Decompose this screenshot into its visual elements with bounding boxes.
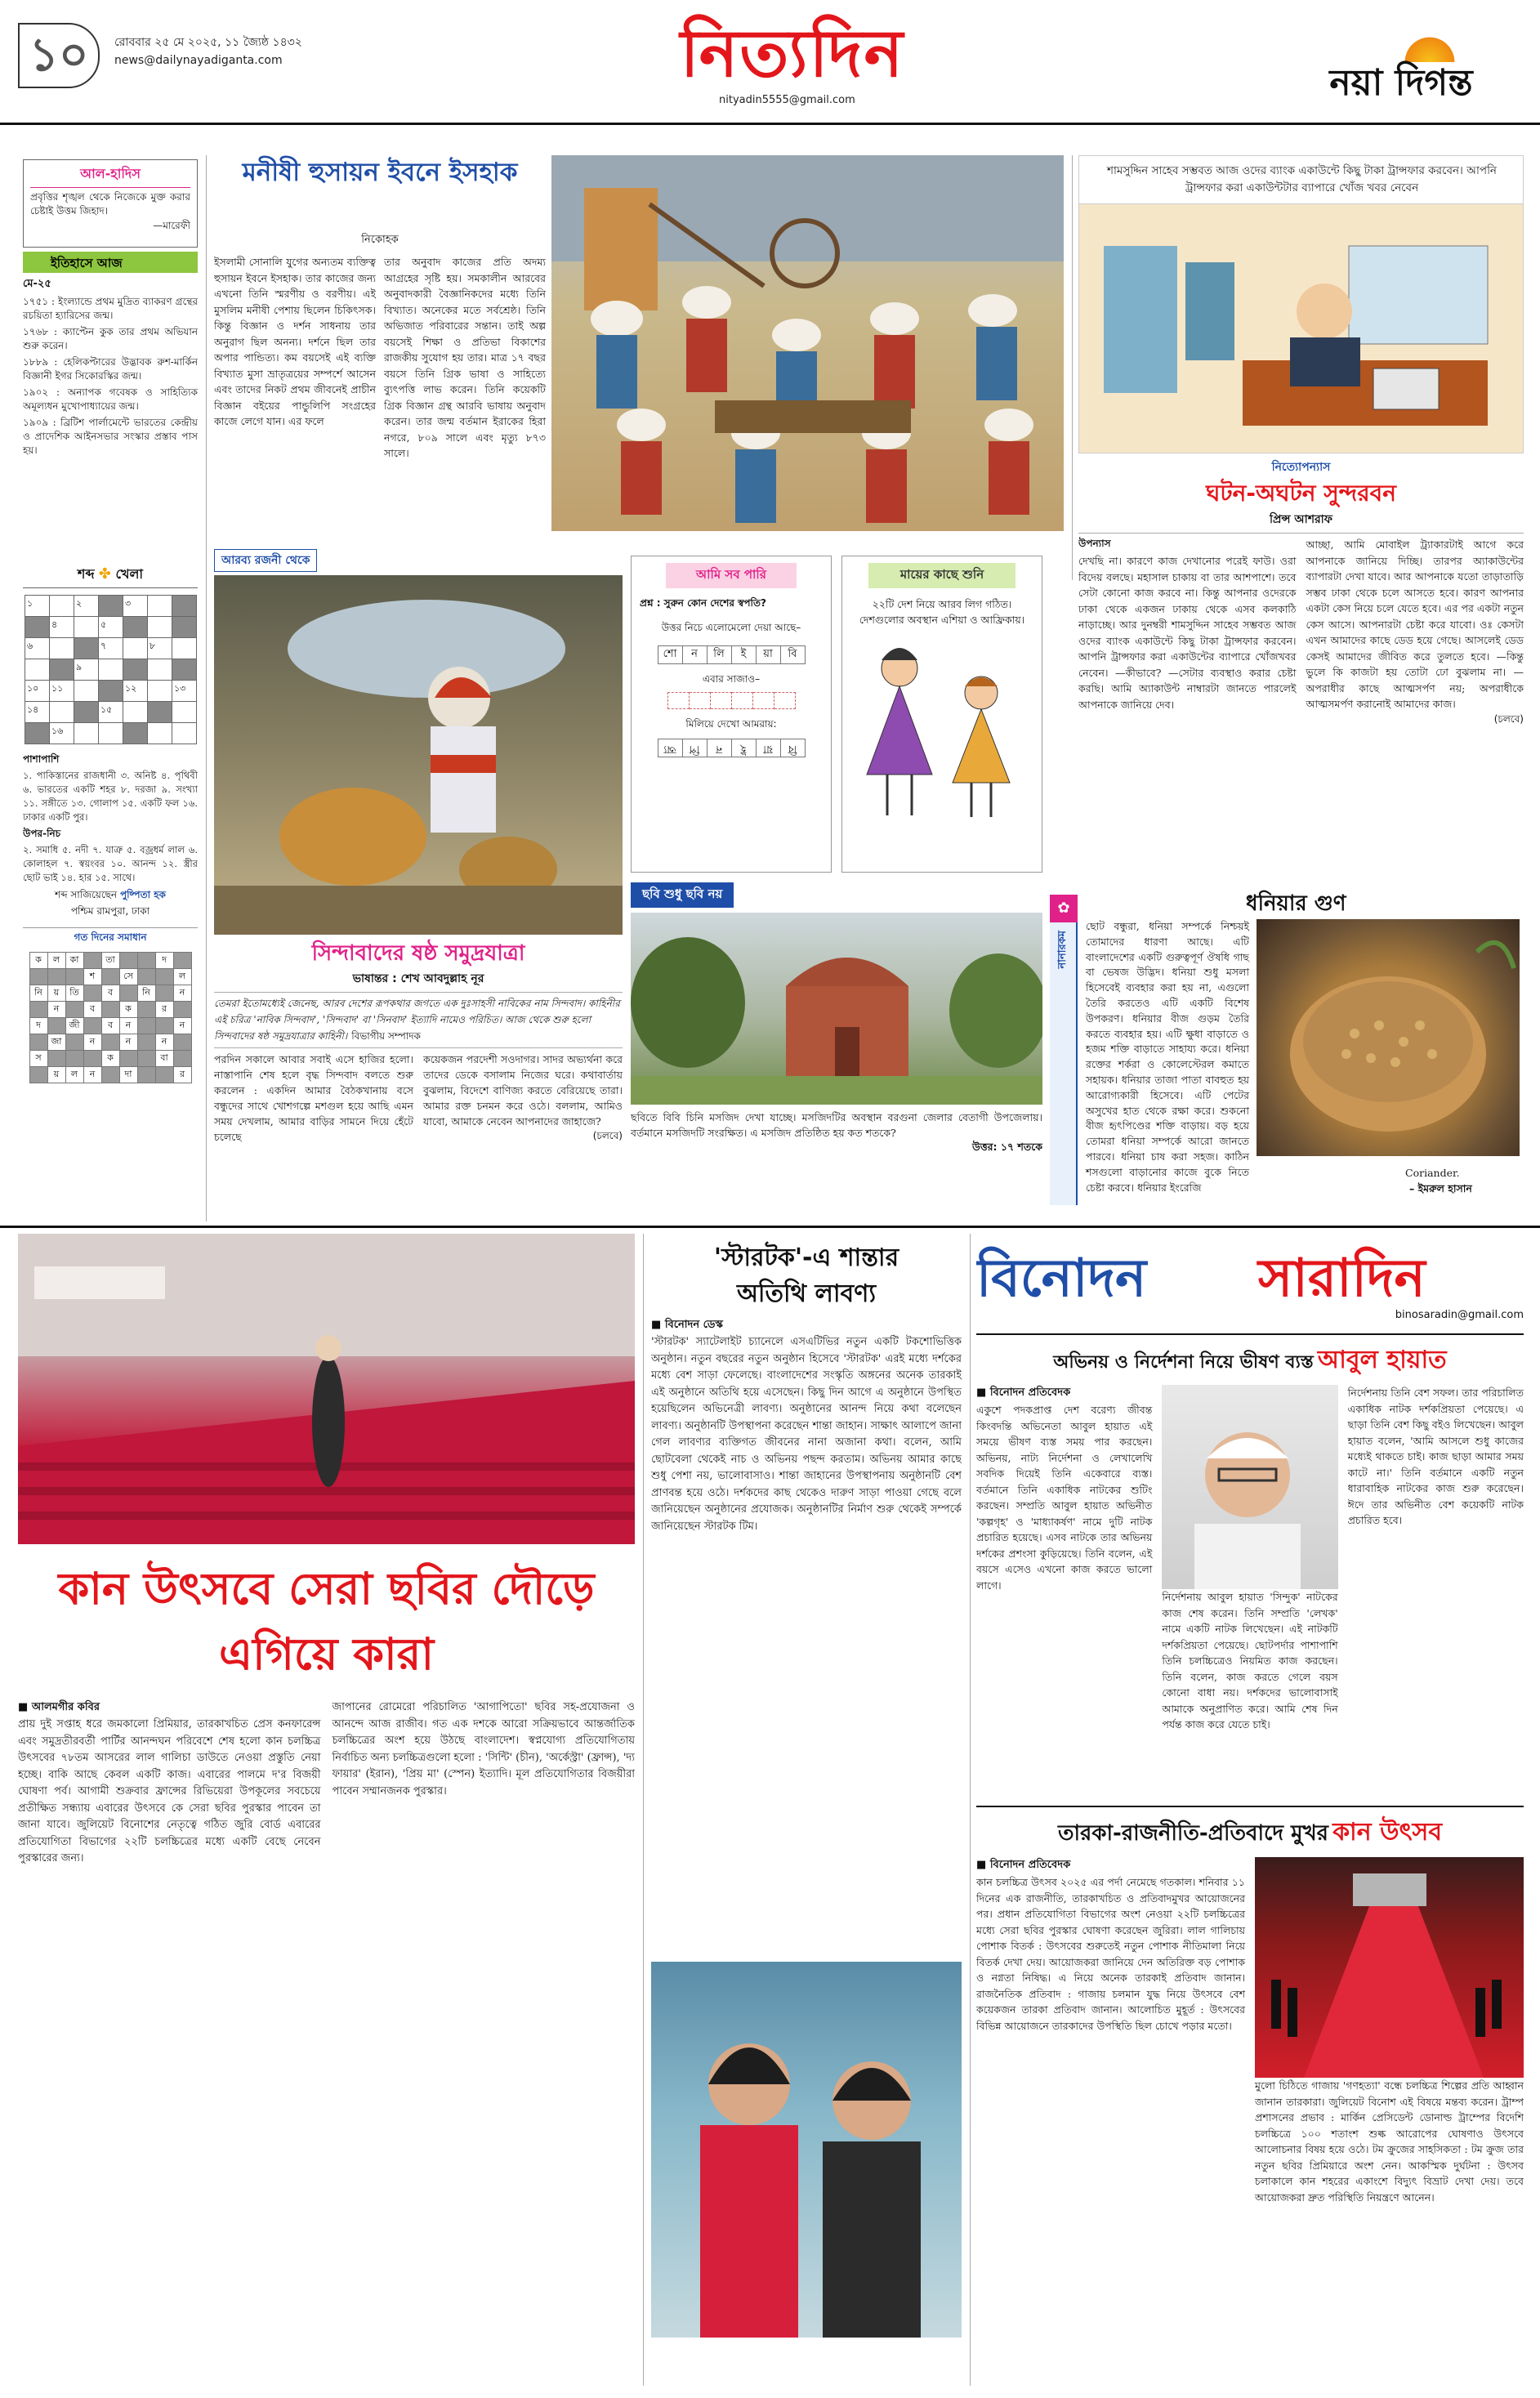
cw-cell[interactable]: ১	[25, 596, 50, 617]
startok-article	[651, 1234, 962, 2386]
cannes-headline: কান উৎসবে সেরা ছবির দৌড়ে এগিয়ে কারা	[58, 1563, 595, 1680]
moniishi-title: মনীষী হুসায়ন ইবনে ইসহাক	[242, 158, 518, 187]
cw-cell[interactable]	[74, 681, 99, 702]
history-item: ১৯০২ : অন্যাপক গবেষক ও সাহিত্যিক অমূল্যধন মুখোপাধ্যায়ের জন্ম।	[23, 386, 198, 412]
answer-cell: পি	[682, 739, 707, 757]
arrange-cell[interactable]	[710, 693, 731, 709]
setter-label: শব্দ সাজিয়েছেন	[55, 889, 118, 900]
solution-cell: ন	[173, 1018, 191, 1034]
solution-block	[119, 953, 137, 969]
hadith-title: আল-হাদিস	[30, 163, 190, 188]
binodon-logo1: বিনোদন	[976, 1248, 1147, 1309]
startok-photo-art	[651, 1962, 962, 2338]
arabian-label: আরব্য রজনী থেকে	[214, 549, 317, 572]
arabian-article	[214, 549, 623, 1219]
binodon-email[interactable]: binosaradin@gmail.com	[1395, 1309, 1524, 1321]
solution-cell: য়	[47, 985, 65, 1002]
solution-block	[155, 1018, 173, 1034]
kan-utsob-head1: তারকা-রাজনীতি-প্রতিবাদে মুখর	[1057, 1821, 1328, 1846]
ami-sob-title: আমি সব পারি	[666, 563, 797, 588]
solution-cell: ক	[119, 1002, 137, 1018]
history-date: মে-২৫	[23, 278, 51, 290]
dhoniya-text: ছোট বন্ধুরা, ধনিয়া সম্পর্কে নিশ্চয়ই তোমাদের ধারণা আছে। এটি বাংলাদেশের একটি গুরুত্বপূর্ণ ঔষধি গাছ বা ভেষজ উদ্ভিদ। ধনিয়া শুধু মসলা হিসেবেই ব্যবহার করা হয় না, এগুলো তৈরি করতেও এটি একটি বিশেষ উপকরণ। ধনিয়ার বীজ গুড়ম তৈরি করতে ব্যবহার হয়। এটি ক্ষুধা বাড়াতে ও হজম শক্তি বাড়াতে সাহায্য করে। ধনিয়া রক্তের শর্করা ও কোলেস্টেরল কমাতে সহায়ক। ধনিয়ার তাজা পাতা বাবহুত হয় আরোগ্যকারী হিসেবে। এটি পেটের অসুখের হাত থেকে রক্ষা করে। শুকনো বীজ হৃৎপিণ্ডের শক্তি বাড়ায়। বড় হয়ে তোমরা ধনিয়া সম্পর্কে আরো জানতে পারবে। ধনিয়া চাষ করা সহজ। কাঠিন শসগুলো বাড়ানোর কাজে বুকে নিতে চেষ্টা করবে। ধনিয়ার ইংরেজি	[1086, 920, 1249, 1194]
cw-cell[interactable]: ৯	[74, 659, 99, 681]
history-box	[23, 252, 198, 556]
arabian-col2: কয়েকজন পরদেশী সওদাগর। সাদর অভ্যর্থনা করে তাদের ডেকে বসালাম নিজের ঘরে। কথাবার্তায় বুঝলাম, বিদেশে বাণিজ্য করতে বেরিয়েছে তারা। আমার রক্ত চনমন করে ওঠে। বললাম, আমিও যাবো, আমাকে নেবেন আপনাদের জাহাজে?	[423, 1053, 623, 1128]
history-item: ১৮৮৯ : হেলিকপ্টারের উদ্ভাবক রুশ-মার্কিন বিজ্ঞানী ইগর সিকোরস্কির জন্ম।	[23, 356, 198, 382]
chobi-title: ছবি শুধু ছবি নয়	[631, 882, 734, 908]
solution-cell: ব	[101, 1018, 119, 1034]
cw-block	[99, 596, 123, 617]
cw-block	[74, 638, 99, 659]
cw-block	[25, 723, 50, 744]
history-item: ১৭৬৮ : ক্যাপ্টেন কুক তার প্রথম অভিযান শুরু করেন।	[23, 326, 198, 351]
uponnash-title: ঘটন-অঘটন সুন্দরবন	[1206, 480, 1396, 507]
answer-cell: বি	[780, 739, 805, 757]
cw-block	[123, 723, 148, 744]
solution-row	[29, 1002, 191, 1018]
cw-cell[interactable]	[99, 659, 123, 681]
jumble-row	[658, 645, 806, 664]
solution-cell: ক	[101, 1051, 119, 1067]
solution-cell: ব	[101, 985, 119, 1002]
cw-block	[123, 617, 148, 638]
jumble-cell: লি	[707, 646, 731, 664]
solution-cell: ন	[83, 1034, 101, 1051]
arabian-intro-sign: বিভাগীয় সম্পাদক	[351, 1030, 421, 1042]
cw-cell[interactable]: ৭	[99, 638, 123, 659]
solution-block	[83, 1018, 101, 1034]
binodon-logo2: সারাদিন	[1258, 1248, 1426, 1309]
startok-title1: 'স্টারটক'-এ শান্তার	[713, 1244, 899, 1272]
paper-logo	[1279, 33, 1524, 106]
arabian-continued: (চলবে)	[592, 1130, 623, 1141]
solution-cell: দ	[29, 1018, 47, 1034]
solution-cell: তি	[65, 985, 83, 1002]
ami-sob-box	[631, 556, 832, 873]
solution-block	[83, 1051, 101, 1067]
cw-cell[interactable]: ৬	[25, 638, 50, 659]
solution-cell: র	[155, 1002, 173, 1018]
solution-block	[137, 1051, 155, 1067]
abul-col3: নির্দেশনায় তিনি বেশ সফল। তার পরিচালিত একাধিক নাটক দর্শকপ্রিয়তা পেয়েছে। এ ছাড়া তিনি বেশ কিছু বইও লিখেছেন। আবুল হায়াত বলেন, 'আমি আসলে শুধু কাজের মধ্যেই থাকতে চাই। কাজ ছাড়া আমার সময় কাটে না।' তিনি বর্তমানে একটি নতুন ধারাবাহিক নাটকের কাজ শুরু করেছেন। ঈদে তার অভিনীত বেশ কয়েকটি নাটক প্রচারিত হবে।	[1347, 1387, 1524, 1526]
kan-utsob-byline-text: বিনোদন প্রতিবেদক	[989, 1859, 1071, 1871]
cw-cell[interactable]	[148, 617, 172, 638]
page-number-text: ১০	[29, 29, 89, 82]
hadith-source: —মারেফী	[153, 220, 190, 231]
clues-down: ২. সমাধি ৫. নদী ৭. যাত্রু ৫. বজ্রধর্ম লাল ৬. কোলাহল ৭. স্বয়ংবর ১০. আনন্দ ১২. স্ত্রীর ছোট ভাই ১৪. হার ১৫. সাথে।	[23, 844, 198, 883]
cw-cell[interactable]	[74, 723, 99, 744]
cw-cell[interactable]: ৩	[123, 596, 148, 617]
binodon-banner	[976, 1234, 1524, 1332]
abul-byline	[976, 1385, 1152, 1402]
cw-block	[99, 681, 123, 702]
solution-row	[29, 953, 191, 969]
history-item: ১৭৫১ : ইংল্যান্ডে প্রথম মুদ্রিত ব্যাকরণ গ্রন্থের রচয়িতা হ্যারিসের জন্ম।	[23, 296, 198, 321]
dhoniya-author: – ইমরুল হাসান	[1409, 1182, 1472, 1195]
cw-cell[interactable]	[172, 702, 197, 723]
startok-photo	[651, 1962, 962, 2338]
dhoniya-box	[1050, 886, 1524, 1217]
solution-block	[101, 1067, 119, 1083]
kan-utsob-head2: কান উৎসব	[1332, 1818, 1443, 1847]
cw-block	[172, 659, 197, 681]
dateline: রোববার ২৫ মে ২০২৫, ১১ জ্যৈষ্ঠ ১৪৩২	[114, 36, 302, 49]
solution-cell: স	[29, 1051, 47, 1067]
cannes-col1: প্রায় দুই সপ্তাহ ধরে জমকালো প্রিমিয়ার, তারকাখচিত প্রেস কনফারেন্স এবং সমুদ্রতীরবর্তী পার্টির আনন্দঘন পরিবেশে শেষ হলো কান চলচ্চিত্র উৎসবের ৭৮তম আসরের লাল গালিচা ডাউতে নেওয়া প্রস্তুতি নেয়া হচ্ছে। বাকি আছে কেবল একটি কাজ। এবারের পালমে দ'র বিজয়ী ঘোষণা পর্ব। আগামী শুক্রবার ফ্রান্সের রিভিয়েরা উপকূলের সবচেয়ে প্রতীক্ষিত সন্ধ্যায় এবারের উৎসবে কে সেরা ছবির পুরস্কার পাবেন তা জানা যাবে। জুলিয়েট বিনোশের নেতৃত্বে গঠিত জুরি বোর্ড এবারের প্রতিযোগিতা বিভাগের ২২টি চলচ্চিত্রের মধ্যে একটি বেছে নেবেন পুরস্কারের জন্য।	[18, 1718, 321, 1864]
arrange-cell[interactable]	[731, 693, 752, 709]
children-drawing	[842, 636, 1042, 832]
startok-title2: অতিথি লাবণ্য	[736, 1279, 877, 1308]
crossword-title2: খেলা	[115, 566, 144, 582]
solution-row	[29, 985, 191, 1002]
jumble-cell: ন	[682, 646, 707, 664]
uponnash-col1: দেখছি না। কারণে কাজ দেখানোর পরেই ফাউ। ওরা বিদেয় বলছে। মহাসাল চাকায় বা তার আশপাশে। তবে সেটা কোনো কাজ করবে না। কিন্তু আপনার ওদেরকে ঢাকা থেকে একজন ঢাকায় থেকে এসব কলকাঠি নাড়াচ্ছে। আর দুনম্বরী শামসুদ্দিন সাহেব সম্ভবত আজ ওদের ব্যাংক একাউন্টে কিছু টাকা ট্রান্সফার করবেন। আপনি ট্রান্সফার করা একাউন্টের ব্যাপারে খোঁজখবর নেবেন। —কীভাবে? —সেটার ব্যবস্থাও করার চেষ্টা করছি। আমি অ্যাকাউন্ট নাম্বারটা জানতে পারলেই আপনাকে জানিয়ে দেব।	[1078, 555, 1297, 711]
cw-block	[148, 702, 172, 723]
dhoniya-latin: Coriander.	[1405, 1167, 1460, 1179]
solution-block	[155, 985, 173, 1002]
solution-cell: ল	[65, 1067, 83, 1083]
hadith-box	[23, 159, 198, 248]
cannes-photo-art	[18, 1234, 635, 1544]
coriander-photo-art	[1257, 919, 1520, 1156]
solution-cell: বা	[155, 1051, 173, 1067]
jumble-cell: ই	[731, 646, 756, 664]
solution-block	[155, 1067, 173, 1083]
cw-cell[interactable]: ১১	[50, 681, 74, 702]
mayer-box	[841, 556, 1042, 873]
hadith-text: প্রবৃত্তির শৃঙ্খল থেকে নিজেকে মুক্ত করার চেষ্টাই উত্তম জিহাদ।	[30, 191, 190, 217]
solution-cell: সে	[119, 969, 137, 985]
mosque-photo-art	[631, 913, 1042, 1105]
arrange-cell[interactable]	[774, 693, 795, 709]
abul-headline	[976, 1340, 1524, 1382]
byline-bullet-icon: ■	[976, 1859, 990, 1871]
arrange-cell[interactable]	[689, 693, 710, 709]
cw-cell[interactable]	[148, 596, 172, 617]
cw-cell[interactable]: ৫	[99, 617, 123, 638]
cw-cell[interactable]	[123, 702, 148, 723]
solution-cell: ন	[47, 1002, 65, 1018]
cw-block	[25, 617, 50, 638]
cw-cell[interactable]: ১৪	[25, 702, 50, 723]
section-email[interactable]: nityadin5555@gmail.com	[719, 94, 855, 106]
moniishi-article	[214, 155, 546, 539]
uponnash-label: নিত্যোপন্যাস	[1271, 461, 1331, 474]
solution-block	[137, 1034, 155, 1051]
cannes-red-carpet-photo	[18, 1234, 635, 1544]
abul-col1: একুশে পদকপ্রাপ্ত দেশ বরেণ্য জীবন্ত কিংবদন্তি অভিনেতা আবুল হায়াত এই সময়ে ভীষণ ব্যস্ত সময় পার করছেন। অভিনয়, নাট্য নির্দেশনা ও লেখালেখি সবদিক দিয়েই তিনি একেবারে ব্যস্ত। বর্তমানে তিনি একাধিক নাটকের শুটিং করছেন। সম্প্রতি আবুল হায়াত অভিনীত 'কল্পগৃহ' ও 'মাধ্যাকর্ষণ' নামে দুটি নাটক প্রচারিত হয়েছে। এসব নাটকে তার অভিনয় দর্শকের প্রশংসা কুড়িয়েছে। তিনি বলেন, এই বয়সে এসেও এখনো কাজ করতে ভালো লাগে।	[976, 1404, 1153, 1592]
abul-col2: নির্দেশনায় আবুল হায়াত 'সিন্দুক' নাটকের কাজ শেষ করেন। তিনি সম্প্রতি 'লেখক' নামে একটি নাটক লিখেছেন। এই নাটকটি দর্শকপ্রিয়তা পেয়েছে। ছোটপর্দার পাশাপাশি তিনি চলচ্চিত্রেও নিয়মিত কাজ করছেন। তিনি বলেন, কাজ করতে গেলে বয়স কোনো বাধা নয়। দর্শকদের ভালোবাসাই আমাকে অনুপ্রাণিত করে। আমি শেষ দিন পর্যন্ত কাজ করে যেতে চাই।	[1162, 1591, 1338, 1730]
solution-block	[173, 953, 191, 969]
cw-block	[50, 659, 74, 681]
uponnash-author: প্রিন্স আশরাফ	[1270, 513, 1332, 526]
cannes-byline	[18, 1699, 321, 1717]
paper-logo-text: নয়া দিগন্ত	[1329, 62, 1473, 104]
dhoniya-label-strip	[1050, 895, 1078, 1205]
kan-utsob-article	[976, 1812, 1524, 2386]
masthead	[0, 0, 1540, 129]
astronomers-illustration	[551, 155, 1064, 531]
cw-cell[interactable]: ২	[74, 596, 99, 617]
startok-byline-text: বিনোদন ডেস্ক	[664, 1319, 723, 1331]
crossword-star-icon: ✤	[98, 565, 116, 583]
masthead-email[interactable]: news@dailynayadiganta.com	[114, 54, 283, 67]
cw-cell[interactable]: ১৩	[172, 681, 197, 702]
solution-block	[173, 1051, 191, 1067]
cannes-col2: জাপানের রোমেরো পরিচালিত 'আগাপিতো' ছবির সহ-প্রযোজনা ও আনন্দে আজ রাজীব। গত এক দশকে আরো সক্রিয়ভাবে আন্তর্জাতিক চলচ্চিত্রের অংশ হয়ে উঠছে বাংলাদেশ। স্বপ্নযোগ্য প্রতিযোগিতায় নির্বাচিত অন্য চলচ্চিত্রগুলো হলো : 'সিন্টি' (চীন), 'অর্কেস্ট্রা' (ফ্রান্স), 'দ্য ফায়ার' (ইরান), 'প্রিয় মা' (স্পেন) ইত্যাদি। মূল প্রতিযোগিতার বিজয়ীরা পাবেন সম্মানজনক পুরস্কার।	[332, 1701, 635, 1797]
uponnash-caption: শামসুদ্দিন সাহেব সম্ভবত আজ ওদের ব্যাংক একাউন্টে কিছু টাকা ট্রান্সফার করবেন। আপনি ট্রান্সফার করা একাউন্টটার ব্যাপারে খোঁজ খবর নেবেন	[1079, 156, 1524, 204]
cw-cell[interactable]	[148, 723, 172, 744]
history-item: ১৯০৯ : ব্রিটিশ পার্লামেন্টে ভারতের কেন্দ্রীয় ও প্রাদেশিক আইনসভার সংস্কার প্রস্তাব পাস হয়।	[23, 417, 198, 456]
clues-down-label: উপর-নিচ	[23, 828, 61, 839]
setter-place: পশ্চিম রামপুরা, ঢাকা	[70, 905, 150, 917]
solution-block	[65, 969, 83, 985]
jumble-cell: য়া	[756, 646, 780, 664]
sindbad-illustration-art	[214, 575, 623, 935]
byline-bullet-icon: ■	[976, 1387, 990, 1399]
match-label: মিলিয়ে দেখো আমরায়:	[685, 718, 777, 730]
solution-cell: ন	[155, 1034, 173, 1051]
jumble-cell: শো	[658, 646, 682, 664]
byline-bullet-icon: ■	[651, 1319, 665, 1331]
kan-red-carpet-photo-art	[1255, 1857, 1524, 2078]
solution-cell: দ	[155, 953, 173, 969]
crossword-grid[interactable]	[25, 595, 197, 744]
clues-across-label: পাশাপাশি	[23, 753, 60, 765]
solution-row	[29, 969, 191, 985]
answer-cell: অ্য	[658, 739, 682, 757]
cw-cell[interactable]: ৪	[50, 617, 74, 638]
mosque-photo	[631, 913, 1042, 1105]
solution-cell: ন	[119, 1034, 137, 1051]
cw-cell[interactable]: ৮	[148, 638, 172, 659]
kan-utsob-headline	[976, 1812, 1524, 1857]
abul-head1: অভিনয় ও নির্দেশনা নিয়ে ভীষণ ব্যস্ত	[1053, 1352, 1314, 1373]
cw-block	[123, 659, 148, 681]
cw-cell[interactable]	[99, 723, 123, 744]
cw-block	[74, 702, 99, 723]
cw-cell[interactable]	[50, 596, 74, 617]
cannes-body	[18, 1699, 635, 2386]
startok-text: 'স্টারটক' স্যাটেলাইট চ্যানেলে এসএটিভির নতুন একটি টকশোভিত্তিক অনুষ্ঠান। নতুন বছরের নতুন অনুষ্ঠান হিসেবে 'স্টারটক' এরই মধ্যে দর্শকের মধ্যে বেশ সাড়া ফেলেছে। বাংলাদেশের সংস্কৃতি অঙ্গনের অনেক তারকাই এই অনুষ্ঠানে অতিথি হয়ে এসেছেন। কিছু দিন আগে এ অনুষ্ঠানে উপস্থিত হয়েছিলেন অভিনেত্রী লাবণ্য। অনুষ্ঠানের আনন্দ নিয়ে কথা বলেছেন লাবণ্য। অনুষ্ঠানটি উপস্থাপনা করেছেন শান্তা জাহান। সাক্ষাৎ আলাপে জানা গেল লাবণ্যর ব্যক্তিগত জীবনের নানা অজানা কথা। বলেন, আমি ছোটবেলা থেকেই নাচ ও অভিনয় পছন্দ করতাম। অভিনয় আমার কাছে শুধু পেশা নয়, ভালোবাসাও। শান্তা জাহানের উপস্থাপনায় অনুষ্ঠানটি বেশ প্রাণবন্ত হয়ে ওঠে। দর্শকদের কাছ থেকেও দারুণ সাড়া পাওয়া গেছে বলে জানিয়েছেন অনুষ্ঠানের প্রযোজক। অনুষ্ঠানটির নির্মাণ শুরু থেকেই সম্পর্কে জানিয়েছেন স্টারটক টিম।	[651, 1336, 962, 1533]
byline-bullet-icon: ■	[18, 1701, 32, 1713]
crossword-box	[23, 564, 198, 1226]
ami-sob-hint: উত্তর নিচে এলোমেলো দেয়া আছে–	[661, 622, 801, 633]
coriander-photo	[1257, 919, 1520, 1156]
solution-cell: কা	[65, 953, 83, 969]
cw-cell[interactable]	[172, 638, 197, 659]
crossword-header	[23, 564, 198, 588]
mayer-text: ২২টি দেশ নিয়ে আরব লিগ গঠিত। দেশগুলোর অবস্থান এশিয়া ও আফ্রিকায়।	[859, 598, 1025, 626]
uponnash-cartoon	[1078, 155, 1524, 453]
solution-row	[29, 1051, 191, 1067]
cw-cell[interactable]: ১৬	[50, 723, 74, 744]
answer-cell: য়া	[756, 739, 780, 757]
solution-block	[101, 969, 119, 985]
cw-block	[172, 617, 197, 638]
solution-block	[119, 985, 137, 1002]
solution-block	[29, 1067, 47, 1083]
solution-cell: ন	[119, 1018, 137, 1034]
crossword-title: শব্দ	[77, 566, 95, 582]
kan-utsob-text: কান চলচ্চিত্র উৎসব ২০২৫ এর পর্দা নেমেছে গতকাল। শনিবার ১১ দিনের এক রাজনীতি, তারকাখচিত ও প্রতিবাদমুখর আয়োজনের পর। প্রধান প্রতিযোগিতা বিভাগের অংশ নেওয়া ২২টি চলচ্চিত্রের মধ্যে সেরা ছবির পুরস্কার ঘোষণা করেছেন জুরিরা। লাল গালিচায় পোশাক বিতর্ক : উৎসবের শুরুতেই নতুন পোশাক নীতিমালা নিয়ে বিতর্ক দেখা দেয়। আয়োজকরা জানিয়ে দেন অতিরিক্ত বড় পোশাক ও নগ্নতা নিষিদ্ধ। এ নিয়ে অনেক তারকাই প্রতিবাদ জানান। রাজনৈতিক প্রতিবাদ : গাজায় চলমান যুদ্ধ নিয়ে উৎসবে বেশ কয়েকজন তারকা প্রতিবাদ জানান। আলোচিত মুহূর্ত : উৎসবের বিভিন্ন আয়োজনে তারকাদের উপস্থিতি ছিল চোখে পড়ার মতো।	[976, 1876, 1245, 2032]
cw-cell[interactable]	[50, 638, 74, 659]
dhoniya-title: ধনিয়ার গুণ	[1246, 891, 1346, 916]
solution-cell: ল	[173, 969, 191, 985]
abul-hayat-portrait-art	[1162, 1385, 1333, 1589]
abul-article	[976, 1340, 1524, 1797]
astronomers-illustration-art	[551, 155, 1064, 531]
abul-head2: আবুল হায়াত	[1317, 1346, 1447, 1374]
solution-block	[65, 1034, 83, 1051]
solution-title: গত দিনের সমাধান	[23, 927, 198, 947]
moniishi-col1: ইসলামী সোনালি যুগের অন্যতম ব্যক্তিত্ব হুসায়ন ইবনে ইসহাক। তার কাজের জন্য এখনো তিনি স্মরণীয় ও বরণীয়। এই মুসলিম মনীষী পেশায় ছিলেন চিকিৎসক। কিন্তু বিজ্ঞান ও দর্শন সাধনায় তার অনুরাগ ছিল অনন্য। দর্শনে ছিল তার অপার পান্ডিত্য। কম বয়সেই এই ব্যক্তি বিখ্যাত মুসা ভ্রাতৃত্রয়ের সম্পর্শে আসেন এবং তাদের নিকট প্রথম জীবনেই প্রাচীন বিজ্ঞান বইয়ের পান্ডুলিপি সংগ্রহের কাজে লেগে যান। এর ফলে	[214, 256, 376, 427]
solution-cell: ন	[83, 1067, 101, 1083]
solution-cell: তা	[101, 953, 119, 969]
cw-cell[interactable]: ১০	[25, 681, 50, 702]
solution-cell: জা	[47, 1034, 65, 1051]
uponnash-continued: (চলবে)	[1493, 712, 1524, 725]
solution-cell: ব	[83, 1002, 101, 1018]
abul-hayat-portrait	[1162, 1385, 1337, 1589]
uponnash-col2: আচ্ছা, আমি মোবাইল ট্র্যাকারটাই আগে করে আপনাকে জানিয়ে দিচ্ছি। তারপর অ্যাকাউন্টের ব্যাপারটা দেখা যাবে। আর আপনাকে যতো তাড়াতাড়ি সম্ভব ঢাকা থেকে চলে আসতে হবে। কারণ আপনার একটা কেস নিয়ে চলে যেতে হবে। এর পর একটা নতুন কেস আসে। আপনারটা চেষ্টা করে যাবো। ওঃ কেসটা এখন আমাদের কাছে ডেড হয়ে গেছে। আসলেই ডেড কেসই আমাদের জীবিত করে তুলতে হবে। —কিন্তু ভুলে কি কাজটা হয় তোটা ঢো বুঝলাম না। —অপরাধীর কাছে আত্মসর্পণ নয়; অপরাধীকে আত্মসমর্পণ করানোই আমাদের কাজ।	[1306, 538, 1524, 710]
page-number	[18, 23, 100, 88]
solution-cell: ক	[29, 953, 47, 969]
arabian-intro: তেমরা ইতোমধ্যেই জেনেছ, আরব দেশের রূপকথার জগতে এক দুঃসাহসী নাবিকের নাম সিন্দবাদ। কাহিনীর এই চরিত্র 'নাবিক সিন্দবাদ', 'সিন্দবাদ' বা 'সিনবাদ' ইত্যাদি নামেও পরিচিত। আজ থেকে শুরু হলো সিন্দবাদের ষষ্ঠ সমুদ্রযাত্রার কাহিনী।	[214, 998, 620, 1042]
solution-cell: ন	[173, 985, 191, 1002]
setter-name: পুষ্পিতা হক	[119, 889, 166, 900]
answer-cell: ই	[731, 739, 756, 757]
solution-block	[29, 1002, 47, 1018]
solution-grid	[29, 952, 192, 1083]
cw-cell[interactable]	[50, 702, 74, 723]
solution-block	[65, 1002, 83, 1018]
arrange-cell[interactable]	[667, 693, 689, 709]
solution-block	[137, 1002, 155, 1018]
solution-block	[101, 1034, 119, 1051]
solution-block	[173, 1002, 191, 1018]
solution-block	[137, 1018, 155, 1034]
solution-cell: শ	[83, 969, 101, 985]
cw-cell[interactable]: ১২	[123, 681, 148, 702]
history-title: ইতিহাসে আজ	[51, 256, 123, 270]
solution-block	[29, 1034, 47, 1051]
cw-block	[172, 596, 197, 617]
moniishi-col2: তার অনুবাদ কাজের প্রতি অদম্য আগ্রহের সৃষ্টি হয়। সমকালীন আরবের অনুবাদকারী বৈজ্ঞানিকদের মধ্যে তিনি বিখ্যাত। অনেকের মতে সর্বশ্রেষ্ঠ। তিনি অভিজাত পরিবারের সন্তান। তাই অল্প বয়সেই শিক্ষা ও প্রতিভা বিকাশের রাজকীয় সুযোগ হয় তার। মাত্র ১৭ বছর বয়সে তিনি গ্রিক ভাষা ও সাহিত্যে ব্যুৎপত্তি লাভ করেন। তিনি কয়েকটি গ্রিক বিজ্ঞান গ্রন্থ আরবি ভাষায় অনুবাদ করেন। তার জন্ম বর্তমান ইরাকের হিরা নগরে, ৮০৯ সালে এবং মৃত্যু ৮৭৩ সালে।	[384, 256, 546, 459]
solution-block	[137, 969, 155, 985]
solution-block	[137, 953, 155, 969]
answer-row	[658, 739, 806, 757]
solution-block	[83, 953, 101, 969]
answer-cell: ন	[707, 739, 731, 757]
office-cartoon	[1079, 156, 1524, 453]
kan-utsob-col2: মুলো চিঠিতে গাজায় 'গণহত্যা' বন্ধে চলচ্চিত্র শিল্পের প্রতি আহ্বান জানান তারকারা। জুলিয়েট বিনোশ এই বিষয়ে মন্তব্য করেন। ট্রাম্প প্রশাসনের প্রভাব : মার্কিন প্রেসিডেন্ট ডোনাল্ড ট্রাম্পের বিদেশি চলচ্চিত্রে ১০০ শতাংশ শুল্ক আরোপের ঘোষণাও উৎসবে আলোচনার বিষয় হয়ে ওঠে। টম ক্রুজের সাহসিকতা : টম ক্রুজ তার নতুন ছবির প্রিমিয়ারে অংশ নেন। আকস্মিক দুর্ঘটনা : উৎসব চলাকালে কান শহরের একাংশে বিদ্যুৎ বিভ্রাট দেখা দেয়। তবে আয়োজকরা দ্রুত পরিস্থিতি নিয়ন্ত্রণে আনেন।	[1255, 2079, 1524, 2204]
solution-block	[47, 1051, 65, 1067]
solution-block	[47, 1018, 65, 1034]
solution-row	[29, 1018, 191, 1034]
solution-cell: য়	[47, 1067, 65, 1083]
arabian-title: সিন্দাবাদের ষষ্ঠ সমুদ্রযাত্রা	[311, 941, 525, 966]
cw-cell[interactable]	[148, 659, 172, 681]
solution-block	[29, 969, 47, 985]
history-header	[23, 252, 198, 273]
solution-block	[65, 1051, 83, 1067]
solution-cell: র	[173, 1067, 191, 1083]
cw-cell[interactable]	[123, 638, 148, 659]
dhoniya-label-badge: ✿	[1050, 895, 1078, 922]
solution-block	[119, 1051, 137, 1067]
solution-cell: নি	[29, 985, 47, 1002]
arabian-col1: পরদিন সকালে আবার সবাই এসে হাজির হলো। নাস্তাপানি শেষ হলে বৃদ্ধ সিন্দবাদ বলতে শুরু করলেন : একদিন আমার বৈঠকখানায় বসে বন্ধুদের সাথে খোশগল্পে মশগুল হয়ে আছি এমন সময় দেখলাম, আমার বাড়ির সামনে দিয়ে হেঁটে চলেছে	[214, 1053, 413, 1143]
solution-cell: নি	[137, 985, 155, 1002]
arabian-translator: ভাষান্তর : শেখ আবদুল্লাহ নূর	[352, 972, 484, 985]
cw-cell[interactable]	[148, 681, 172, 702]
arrange-row[interactable]	[667, 692, 796, 709]
moniishi-author: নিকোহক	[361, 234, 399, 246]
dhoniya-label: নানারকম	[1056, 931, 1069, 969]
sindbad-illustration	[214, 575, 623, 935]
solution-cell: দা	[119, 1067, 137, 1083]
clues-across: ১. পাকিস্তানের রাজধানী ৩. অনিষ্ট ৪. পৃথিবী ৬. ভারতের একটি শহর ৮. দরজা ৯. সংখ্যা ১১. সঙ্গীতে ১৩. গোলাপ ১৫. একটি ফল ১৬. ঢাকার একটি পুর।	[23, 770, 198, 823]
solution-block	[155, 969, 173, 985]
chobi-answer: উত্তর: ১৭ শতকে	[971, 1141, 1042, 1153]
solution-row	[29, 1067, 191, 1083]
chobi-box	[631, 882, 1042, 1217]
solution-block	[137, 1067, 155, 1083]
solution-cell: জী	[65, 1018, 83, 1034]
ami-sob-question: প্রশ্ন : সুরুন কোন দেশের স্বপতি?	[640, 597, 766, 609]
solution-block	[173, 1034, 191, 1051]
section-title: নিত্যদিন	[680, 16, 905, 92]
kan-red-carpet-photo	[1255, 1857, 1524, 2078]
solution-block	[47, 969, 65, 985]
uponnash-col1-head: উপন্যাস	[1078, 538, 1111, 549]
chobi-caption: ছবিতে বিবি চিনি মসজিদ দেখা যাচ্ছে। মসজিদটির অবস্থান বরগুনা জেলার বেতাগী উপজেলায়। বর্তমানে মসজিদটি সংরক্ষিত। এ মসজিদ প্রতিষ্ঠিত হয় কত শতকে?	[631, 1111, 1042, 1139]
cannes-byline-text: আলমগীর কবির	[31, 1701, 100, 1713]
abul-byline-text: বিনোদন প্রতিবেদক	[989, 1387, 1071, 1399]
startok-byline	[651, 1317, 962, 1334]
cw-cell[interactable]: ১৫	[99, 702, 123, 723]
history-list	[23, 295, 198, 458]
solution-block	[83, 985, 101, 1002]
jumble-cell: বি	[780, 646, 805, 664]
mayer-title: মায়ের কাছে শুনি	[868, 563, 1016, 588]
cw-cell[interactable]	[25, 659, 50, 681]
solution-cell: ল	[47, 953, 65, 969]
kan-utsob-byline	[976, 1857, 1245, 1874]
arrange-cell[interactable]	[752, 693, 774, 709]
arrange-label: এবার সাজাও–	[702, 673, 761, 685]
cw-cell[interactable]	[172, 723, 197, 744]
solution-block	[101, 1002, 119, 1018]
solution-row	[29, 1034, 191, 1051]
cw-cell[interactable]	[74, 617, 99, 638]
